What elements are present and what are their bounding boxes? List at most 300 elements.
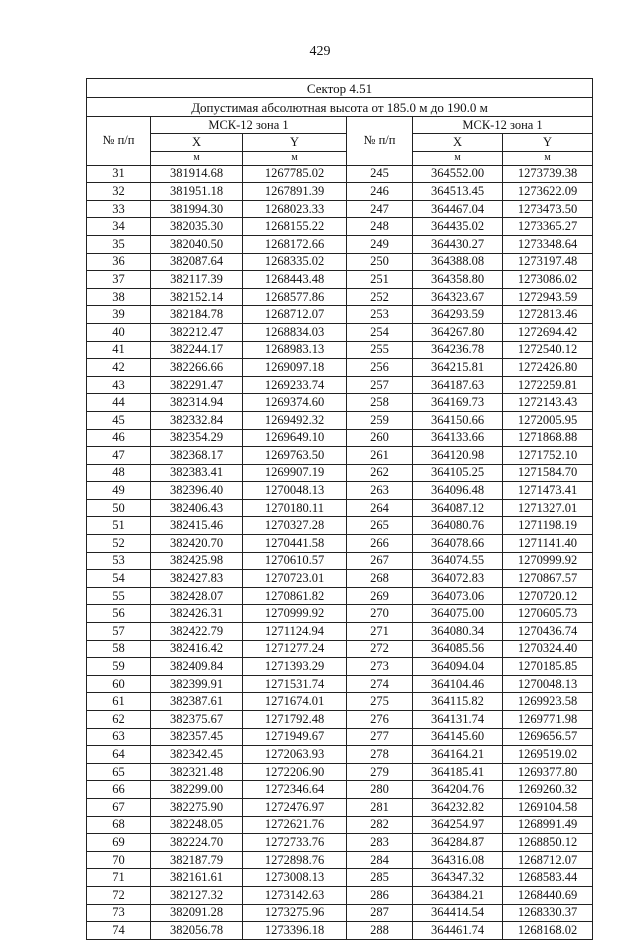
y-left: 1271393.29: [243, 658, 347, 676]
header-npp-right: № п/п: [347, 117, 413, 166]
row-number-right: 271: [347, 623, 413, 641]
x-left: 382321.48: [151, 763, 243, 781]
x-left: 382161.61: [151, 869, 243, 887]
table-row: [87, 886, 593, 904]
row-number-left: 35: [87, 235, 151, 253]
x-left: 382357.45: [151, 728, 243, 746]
row-number-left: 36: [87, 253, 151, 271]
y-right: 1269519.02: [503, 746, 593, 764]
x-left: 382127.32: [151, 886, 243, 904]
y-right: 1273348.64: [503, 235, 593, 253]
table-row: [87, 798, 593, 816]
table-row: [87, 323, 593, 341]
y-left: 1270048.13: [243, 482, 347, 500]
y-right: 1272943.59: [503, 288, 593, 306]
row-number-right: 276: [347, 711, 413, 729]
x-right: 364187.63: [413, 376, 503, 394]
x-right: 364358.80: [413, 271, 503, 289]
table-row: [87, 763, 593, 781]
row-number-right: 262: [347, 464, 413, 482]
row-number-right: 288: [347, 922, 413, 940]
y-left: 1269374.60: [243, 394, 347, 412]
y-right: 1273739.38: [503, 165, 593, 183]
x-left: 382375.67: [151, 711, 243, 729]
x-left: 382299.00: [151, 781, 243, 799]
table-row: [87, 341, 593, 359]
x-right: 364388.08: [413, 253, 503, 271]
x-right: 364096.48: [413, 482, 503, 500]
y-left: 1267785.02: [243, 165, 347, 183]
row-number-right: 249: [347, 235, 413, 253]
row-number-left: 51: [87, 517, 151, 535]
x-right: 364293.59: [413, 306, 503, 324]
x-right: 364080.34: [413, 623, 503, 641]
row-number-left: 47: [87, 447, 151, 465]
y-left: 1272621.76: [243, 816, 347, 834]
row-number-left: 45: [87, 411, 151, 429]
row-number-left: 53: [87, 552, 151, 570]
row-number-left: 72: [87, 886, 151, 904]
table-row: [87, 675, 593, 693]
y-right: 1268330.37: [503, 904, 593, 922]
y-left: 1268712.07: [243, 306, 347, 324]
y-left: 1269492.32: [243, 411, 347, 429]
row-number-right: 254: [347, 323, 413, 341]
row-number-left: 48: [87, 464, 151, 482]
table-row: [87, 693, 593, 711]
row-number-right: 248: [347, 218, 413, 236]
table-row: [87, 552, 593, 570]
x-right: 364094.04: [413, 658, 503, 676]
table-row: [87, 869, 593, 887]
y-left: 1272898.76: [243, 851, 347, 869]
x-left: 382342.45: [151, 746, 243, 764]
row-number-left: 60: [87, 675, 151, 693]
row-number-left: 67: [87, 798, 151, 816]
x-left: 382415.46: [151, 517, 243, 535]
row-number-right: 260: [347, 429, 413, 447]
header-x-right: X: [413, 134, 503, 151]
x-right: 364115.82: [413, 693, 503, 711]
x-left: 382399.91: [151, 675, 243, 693]
table-row: [87, 570, 593, 588]
sector-title: Сектор 4.51: [87, 79, 593, 98]
row-number-left: 61: [87, 693, 151, 711]
table-row: [87, 904, 593, 922]
x-right: 364078.66: [413, 535, 503, 553]
unit-x-right: м: [413, 151, 503, 165]
y-right: 1269923.58: [503, 693, 593, 711]
x-right: 364323.67: [413, 288, 503, 306]
table-row: [87, 851, 593, 869]
x-left: 382416.42: [151, 640, 243, 658]
row-number-left: 56: [87, 605, 151, 623]
row-number-left: 46: [87, 429, 151, 447]
x-left: 381951.18: [151, 183, 243, 201]
x-right: 364075.00: [413, 605, 503, 623]
row-number-left: 49: [87, 482, 151, 500]
y-right: 1268712.07: [503, 851, 593, 869]
x-left: 382117.39: [151, 271, 243, 289]
table-row: [87, 218, 593, 236]
x-right: 364204.76: [413, 781, 503, 799]
table-row: [87, 464, 593, 482]
row-number-right: 287: [347, 904, 413, 922]
x-right: 364461.74: [413, 922, 503, 940]
row-number-right: 277: [347, 728, 413, 746]
row-number-left: 33: [87, 200, 151, 218]
x-right: 364145.60: [413, 728, 503, 746]
row-number-left: 69: [87, 834, 151, 852]
row-number-left: 43: [87, 376, 151, 394]
row-number-left: 70: [87, 851, 151, 869]
table-row: [87, 482, 593, 500]
x-left: 382409.84: [151, 658, 243, 676]
y-left: 1268443.48: [243, 271, 347, 289]
x-right: 364316.08: [413, 851, 503, 869]
row-number-left: 50: [87, 499, 151, 517]
y-right: 1269771.98: [503, 711, 593, 729]
row-number-right: 265: [347, 517, 413, 535]
y-right: 1273086.02: [503, 271, 593, 289]
table-row: [87, 165, 593, 183]
row-number-right: 251: [347, 271, 413, 289]
x-left: 382332.84: [151, 411, 243, 429]
y-left: 1268023.33: [243, 200, 347, 218]
y-left: 1269233.74: [243, 376, 347, 394]
table-row: [87, 183, 593, 201]
x-right: 364085.56: [413, 640, 503, 658]
row-number-right: 282: [347, 816, 413, 834]
y-left: 1271531.74: [243, 675, 347, 693]
row-number-left: 54: [87, 570, 151, 588]
y-right: 1272540.12: [503, 341, 593, 359]
y-left: 1272063.93: [243, 746, 347, 764]
y-right: 1270605.73: [503, 605, 593, 623]
row-number-right: 261: [347, 447, 413, 465]
y-left: 1269907.19: [243, 464, 347, 482]
row-number-left: 40: [87, 323, 151, 341]
x-left: 382427.83: [151, 570, 243, 588]
x-left: 382244.17: [151, 341, 243, 359]
y-left: 1269763.50: [243, 447, 347, 465]
y-right: 1272259.81: [503, 376, 593, 394]
row-number-left: 38: [87, 288, 151, 306]
x-left: 382224.70: [151, 834, 243, 852]
row-number-left: 55: [87, 587, 151, 605]
x-right: 364467.04: [413, 200, 503, 218]
y-left: 1271674.01: [243, 693, 347, 711]
y-right: 1272005.95: [503, 411, 593, 429]
x-right: 364080.76: [413, 517, 503, 535]
y-right: 1270048.13: [503, 675, 593, 693]
row-number-right: 246: [347, 183, 413, 201]
table-row: [87, 781, 593, 799]
y-right: 1270867.57: [503, 570, 593, 588]
row-number-left: 57: [87, 623, 151, 641]
x-left: 382383.41: [151, 464, 243, 482]
x-right: 364169.73: [413, 394, 503, 412]
y-left: 1273396.18: [243, 922, 347, 940]
y-right: 1269104.58: [503, 798, 593, 816]
x-right: 364104.46: [413, 675, 503, 693]
x-left: 382087.64: [151, 253, 243, 271]
row-number-left: 31: [87, 165, 151, 183]
y-left: 1268983.13: [243, 341, 347, 359]
x-right: 364120.98: [413, 447, 503, 465]
table-row: [87, 605, 593, 623]
altitude-note: Допустимая абсолютная высота от 185.0 м до 190.0 м: [87, 98, 593, 117]
table-row: [87, 288, 593, 306]
y-right: 1272694.42: [503, 323, 593, 341]
row-number-right: 250: [347, 253, 413, 271]
y-left: 1268577.86: [243, 288, 347, 306]
y-right: 1272813.46: [503, 306, 593, 324]
y-right: 1272426.80: [503, 359, 593, 377]
row-number-right: 272: [347, 640, 413, 658]
x-left: 382035.30: [151, 218, 243, 236]
row-number-right: 273: [347, 658, 413, 676]
x-right: 364150.66: [413, 411, 503, 429]
row-number-right: 257: [347, 376, 413, 394]
x-left: 382387.61: [151, 693, 243, 711]
y-left: 1271124.94: [243, 623, 347, 641]
row-number-left: 71: [87, 869, 151, 887]
y-right: 1268168.02: [503, 922, 593, 940]
header-npp-left: № п/п: [87, 117, 151, 166]
row-number-right: 283: [347, 834, 413, 852]
unit-y-right: м: [503, 151, 593, 165]
row-number-left: 73: [87, 904, 151, 922]
row-number-left: 39: [87, 306, 151, 324]
table-row: [87, 235, 593, 253]
x-right: 364414.54: [413, 904, 503, 922]
header-x-left: X: [151, 134, 243, 151]
row-number-right: 281: [347, 798, 413, 816]
y-left: 1269649.10: [243, 429, 347, 447]
y-right: 1269656.57: [503, 728, 593, 746]
x-right: 364267.80: [413, 323, 503, 341]
y-right: 1268583.44: [503, 869, 593, 887]
row-number-left: 68: [87, 816, 151, 834]
y-left: 1270861.82: [243, 587, 347, 605]
x-right: 364133.66: [413, 429, 503, 447]
y-right: 1270185.85: [503, 658, 593, 676]
y-left: 1269097.18: [243, 359, 347, 377]
x-right: 364384.21: [413, 886, 503, 904]
table-row: [87, 922, 593, 940]
y-left: 1272206.90: [243, 763, 347, 781]
row-number-right: 286: [347, 886, 413, 904]
x-left: 382428.07: [151, 587, 243, 605]
table-row: [87, 271, 593, 289]
x-right: 364284.87: [413, 834, 503, 852]
x-left: 382212.47: [151, 323, 243, 341]
x-left: 382314.94: [151, 394, 243, 412]
row-number-right: 258: [347, 394, 413, 412]
x-right: 364254.97: [413, 816, 503, 834]
row-number-left: 59: [87, 658, 151, 676]
row-number-right: 263: [347, 482, 413, 500]
y-left: 1270610.57: [243, 552, 347, 570]
row-number-right: 252: [347, 288, 413, 306]
table-row: [87, 253, 593, 271]
y-left: 1273008.13: [243, 869, 347, 887]
row-number-right: 255: [347, 341, 413, 359]
table-row: [87, 658, 593, 676]
x-right: 364430.27: [413, 235, 503, 253]
x-left: 382425.98: [151, 552, 243, 570]
y-left: 1268335.02: [243, 253, 347, 271]
x-left: 381914.68: [151, 165, 243, 183]
x-left: 382184.78: [151, 306, 243, 324]
row-number-right: 285: [347, 869, 413, 887]
row-number-right: 278: [347, 746, 413, 764]
y-right: 1271327.01: [503, 499, 593, 517]
x-right: 364131.74: [413, 711, 503, 729]
row-number-left: 42: [87, 359, 151, 377]
table-row: [87, 728, 593, 746]
y-right: 1270999.92: [503, 552, 593, 570]
table-row: [87, 640, 593, 658]
x-left: 382091.28: [151, 904, 243, 922]
y-left: 1272346.64: [243, 781, 347, 799]
row-number-right: 269: [347, 587, 413, 605]
table-row: [87, 623, 593, 641]
y-right: 1271473.41: [503, 482, 593, 500]
y-left: 1272733.76: [243, 834, 347, 852]
row-number-right: 259: [347, 411, 413, 429]
row-number-right: 245: [347, 165, 413, 183]
coordinates-table: [86, 78, 593, 940]
x-left: 382368.17: [151, 447, 243, 465]
y-left: 1270723.01: [243, 570, 347, 588]
table-row: [87, 535, 593, 553]
table-row: [87, 499, 593, 517]
row-number-right: 280: [347, 781, 413, 799]
header-y-right: Y: [503, 134, 593, 151]
row-number-right: 268: [347, 570, 413, 588]
y-left: 1273142.63: [243, 886, 347, 904]
y-right: 1270436.74: [503, 623, 593, 641]
row-number-right: 253: [347, 306, 413, 324]
table-row: [87, 517, 593, 535]
x-right: 364435.02: [413, 218, 503, 236]
x-left: 382354.29: [151, 429, 243, 447]
x-right: 364073.06: [413, 587, 503, 605]
y-right: 1268440.69: [503, 886, 593, 904]
row-number-left: 32: [87, 183, 151, 201]
y-left: 1273275.96: [243, 904, 347, 922]
x-left: 382275.90: [151, 798, 243, 816]
y-left: 1270327.28: [243, 517, 347, 535]
y-right: 1273622.09: [503, 183, 593, 201]
y-right: 1272143.43: [503, 394, 593, 412]
y-right: 1271584.70: [503, 464, 593, 482]
y-right: 1271141.40: [503, 535, 593, 553]
x-left: 382056.78: [151, 922, 243, 940]
unit-y-left: м: [243, 151, 347, 165]
row-number-left: 64: [87, 746, 151, 764]
row-number-right: 274: [347, 675, 413, 693]
row-number-left: 44: [87, 394, 151, 412]
row-number-left: 34: [87, 218, 151, 236]
x-right: 364236.78: [413, 341, 503, 359]
row-number-left: 58: [87, 640, 151, 658]
table-row: [87, 306, 593, 324]
table-row: [87, 359, 593, 377]
y-left: 1271949.67: [243, 728, 347, 746]
x-left: 382426.31: [151, 605, 243, 623]
x-left: 382291.47: [151, 376, 243, 394]
y-right: 1268991.49: [503, 816, 593, 834]
table-row: [87, 429, 593, 447]
y-right: 1270720.12: [503, 587, 593, 605]
row-number-left: 37: [87, 271, 151, 289]
y-right: 1271752.10: [503, 447, 593, 465]
table-row: [87, 711, 593, 729]
x-right: 364552.00: [413, 165, 503, 183]
table-row: [87, 746, 593, 764]
y-left: 1268834.03: [243, 323, 347, 341]
x-right: 364347.32: [413, 869, 503, 887]
x-left: 382420.70: [151, 535, 243, 553]
x-left: 382422.79: [151, 623, 243, 641]
table-row: [87, 816, 593, 834]
x-right: 364185.41: [413, 763, 503, 781]
header-zone-left: МСК-12 зона 1: [151, 117, 347, 134]
y-left: 1270180.11: [243, 499, 347, 517]
x-right: 364164.21: [413, 746, 503, 764]
table-row: [87, 376, 593, 394]
row-number-right: 270: [347, 605, 413, 623]
y-left: 1270441.58: [243, 535, 347, 553]
table-row: [87, 834, 593, 852]
x-left: 381994.30: [151, 200, 243, 218]
table-row: [87, 394, 593, 412]
y-right: 1270324.40: [503, 640, 593, 658]
y-right: 1273365.27: [503, 218, 593, 236]
row-number-right: 284: [347, 851, 413, 869]
x-right: 364072.83: [413, 570, 503, 588]
y-left: 1271792.48: [243, 711, 347, 729]
table-row: [87, 587, 593, 605]
y-left: 1267891.39: [243, 183, 347, 201]
y-left: 1270999.92: [243, 605, 347, 623]
row-number-left: 62: [87, 711, 151, 729]
page-number: 429: [309, 44, 331, 59]
table-row: [87, 411, 593, 429]
row-number-right: 266: [347, 535, 413, 553]
row-number-left: 52: [87, 535, 151, 553]
x-left: 382396.40: [151, 482, 243, 500]
x-right: 364105.25: [413, 464, 503, 482]
header-y-left: Y: [243, 134, 347, 151]
y-right: 1269377.80: [503, 763, 593, 781]
y-right: 1269260.32: [503, 781, 593, 799]
x-right: 364087.12: [413, 499, 503, 517]
row-number-right: 264: [347, 499, 413, 517]
y-right: 1273197.48: [503, 253, 593, 271]
y-right: 1273473.50: [503, 200, 593, 218]
x-left: 382248.05: [151, 816, 243, 834]
row-number-left: 65: [87, 763, 151, 781]
y-right: 1271198.19: [503, 517, 593, 535]
x-right: 364215.81: [413, 359, 503, 377]
table-row: [87, 447, 593, 465]
row-number-left: 63: [87, 728, 151, 746]
x-left: 382152.14: [151, 288, 243, 306]
